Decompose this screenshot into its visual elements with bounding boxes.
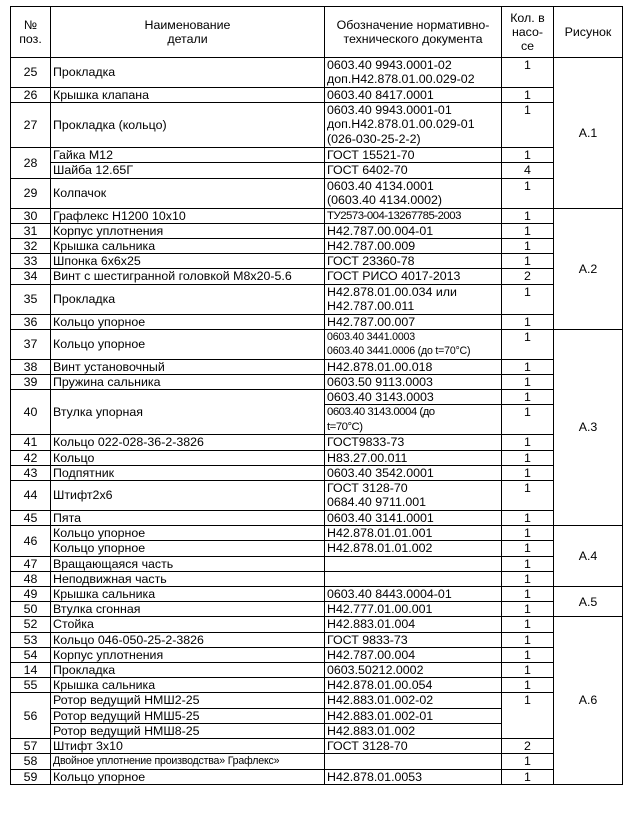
position-cell: 52 (11, 617, 51, 632)
part-name-cell: Шайба 12.65Г (51, 163, 325, 178)
document-cell: ГОСТ РИСО 4017-2013 (325, 269, 502, 284)
quantity-cell: 1 (502, 526, 554, 541)
document-cell: ГОСТ 9833-73 (325, 632, 502, 647)
table-row (11, 465, 623, 480)
quantity-cell: 1 (502, 208, 554, 223)
document-cell: 0603.40 3141.0001 (325, 511, 502, 526)
part-name-cell: Штифт2х6 (51, 481, 325, 511)
document-cell: 0603.40 3441.0003 0603.40 3441.0006 (до t=70°С) (325, 329, 502, 359)
part-name-cell: Кольцо упорное (51, 329, 325, 359)
part-name-cell: Гайка М12 (51, 148, 325, 163)
figure-cell: А.6 (554, 617, 623, 784)
document-cell: Н42.883.01.004 (325, 617, 502, 632)
table-header-row (11, 7, 623, 58)
table-row (11, 678, 623, 693)
document-cell: ГОСТ 3128-70 (325, 739, 502, 754)
figure-cell: А.1 (554, 58, 623, 209)
part-name-cell: Пята (51, 511, 325, 526)
quantity-cell: 1 (502, 769, 554, 784)
position-cell: 38 (11, 359, 51, 374)
position-cell: 50 (11, 602, 51, 617)
parts-table (10, 6, 623, 785)
quantity-cell: 1 (502, 329, 554, 359)
part-name-cell: Крышка сальника (51, 239, 325, 254)
part-name-cell: Крышка клапана (51, 88, 325, 103)
document-cell: Н42.883.01.002 (325, 723, 502, 738)
part-name-cell: Кольцо упорное (51, 769, 325, 784)
table-row (11, 254, 623, 269)
table-row (11, 208, 623, 223)
document-cell: Н42.878.01.00.018 (325, 359, 502, 374)
document-cell: 0603.40 9943.0001-02 доп.Н42.878.01.00.029-02 (325, 58, 502, 88)
table-row (11, 511, 623, 526)
table-row (11, 148, 623, 163)
part-name-cell: Крышка сальника (51, 678, 325, 693)
table-row (11, 58, 623, 88)
table-row (11, 359, 623, 374)
quantity-cell: 1 (502, 284, 554, 314)
position-cell: 59 (11, 769, 51, 784)
table-row (11, 481, 623, 511)
figure-cell: А.4 (554, 526, 623, 587)
quantity-cell: 1 (502, 435, 554, 450)
position-cell: 14 (11, 663, 51, 678)
quantity-cell: 1 (502, 602, 554, 617)
part-name-cell: Стойка (51, 617, 325, 632)
position-cell: 30 (11, 208, 51, 223)
part-name-cell: Прокладка (кольцо) (51, 103, 325, 148)
part-name-cell: Подпятник (51, 465, 325, 480)
part-name-cell: Втулка сгонная (51, 602, 325, 617)
figure-cell: А.2 (554, 208, 623, 329)
quantity-cell: 1 (502, 239, 554, 254)
document-cell: 0603.40 8443.0004-01 (325, 587, 502, 602)
part-name-cell: Кольцо 046-050-25-2-3826 (51, 632, 325, 647)
header-position: № поз. (11, 7, 51, 58)
table-row (11, 541, 623, 556)
document-cell: Н42.777.01.00.001 (325, 602, 502, 617)
header-document: Обозначение нормативно- технического документа (325, 7, 502, 58)
table-row (11, 647, 623, 662)
document-cell: ГОСТ 3128-70 0684.40 9711.001 (325, 481, 502, 511)
part-name-cell: Втулка упорная (51, 390, 325, 435)
table-row (11, 739, 623, 754)
parts-table-wrapper (10, 6, 623, 785)
quantity-cell: 1 (502, 88, 554, 103)
quantity-cell: 1 (502, 465, 554, 480)
quantity-cell: 4 (502, 163, 554, 178)
header-figure: Рисунок (554, 7, 623, 58)
position-cell: 40 (11, 390, 51, 435)
figure-cell: А.3 (554, 329, 623, 525)
quantity-cell: 1 (502, 647, 554, 662)
table-row (11, 88, 623, 103)
part-name-cell: Колпачок (51, 178, 325, 208)
part-name-cell: Пружина сальника (51, 375, 325, 390)
document-cell: 0603.40 8417.0001 (325, 88, 502, 103)
quantity-cell: 1 (502, 663, 554, 678)
quantity-cell: 1 (502, 632, 554, 647)
quantity-cell: 1 (502, 481, 554, 511)
part-name-cell: Неподвижная часть (51, 571, 325, 586)
part-name-cell: Корпус уплотнения (51, 223, 325, 238)
table-row (11, 693, 623, 708)
quantity-cell: 1 (502, 178, 554, 208)
table-row (11, 314, 623, 329)
table-row (11, 163, 623, 178)
table-row (11, 375, 623, 390)
position-cell: 46 (11, 526, 51, 556)
document-cell: 0603.50 9113.0003 (325, 375, 502, 390)
part-name-cell: Винт с шестигранной головкой М8х20-5.6 (51, 269, 325, 284)
quantity-cell: 1 (502, 314, 554, 329)
position-cell: 37 (11, 329, 51, 359)
quantity-cell: 1 (502, 103, 554, 148)
position-cell: 56 (11, 693, 51, 739)
table-row (11, 284, 623, 314)
position-cell: 45 (11, 511, 51, 526)
table-row (11, 571, 623, 586)
quantity-cell: 1 (502, 541, 554, 556)
table-row (11, 617, 623, 632)
figure-cell: А.5 (554, 587, 623, 617)
position-cell: 27 (11, 103, 51, 148)
table-row (11, 663, 623, 678)
document-cell: Н42.787.00.004-01 (325, 223, 502, 238)
quantity-cell: 2 (502, 269, 554, 284)
position-cell: 54 (11, 647, 51, 662)
table-row (11, 435, 623, 450)
position-cell: 41 (11, 435, 51, 450)
part-name-cell: Кольцо упорное (51, 541, 325, 556)
quantity-cell: 1 (502, 254, 554, 269)
part-name-cell: Кольцо упорное (51, 526, 325, 541)
quantity-cell: 1 (502, 693, 554, 739)
table-row (11, 239, 623, 254)
document-cell (325, 556, 502, 571)
position-cell: 43 (11, 465, 51, 480)
part-name-cell: Кольцо упорное (51, 314, 325, 329)
quantity-cell: 1 (502, 390, 554, 405)
quantity-cell: 1 (502, 405, 554, 435)
document-cell: ГОСТ 6402-70 (325, 163, 502, 178)
document-cell: ГОСТ 23360-78 (325, 254, 502, 269)
table-row (11, 329, 623, 359)
table-row (11, 450, 623, 465)
document-cell: Н42.878.01.0053 (325, 769, 502, 784)
part-name-cell: Винт установочный (51, 359, 325, 374)
part-name-cell: Ротор ведущий НМШ2-25 (51, 693, 325, 708)
document-cell: 0603.40 9943.0001-01 доп.Н42.878.01.00.029-01 (026-030-25-2-2) (325, 103, 502, 148)
table-row (11, 556, 623, 571)
part-name-cell: Кольцо (51, 450, 325, 465)
document-cell: ГОСТ9833-73 (325, 435, 502, 450)
position-cell: 29 (11, 178, 51, 208)
document-cell: Н42.878.01.01.001 (325, 526, 502, 541)
position-cell: 44 (11, 481, 51, 511)
quantity-cell: 2 (502, 739, 554, 754)
part-name-cell: Прокладка (51, 58, 325, 88)
table-row (11, 526, 623, 541)
position-cell: 32 (11, 239, 51, 254)
table-row (11, 587, 623, 602)
document-cell: Н42.878.01.00.054 (325, 678, 502, 693)
table-row (11, 769, 623, 784)
table-row (11, 602, 623, 617)
part-name-cell: Вращающаяся часть (51, 556, 325, 571)
table-row (11, 223, 623, 238)
part-name-cell: Крышка сальника (51, 587, 325, 602)
document-cell: Н42.787.00.004 (325, 647, 502, 662)
quantity-cell: 1 (502, 571, 554, 586)
position-cell: 58 (11, 754, 51, 769)
position-cell: 48 (11, 571, 51, 586)
document-cell: 0603.40 3143.0003 (325, 390, 502, 405)
quantity-cell: 1 (502, 617, 554, 632)
position-cell: 49 (11, 587, 51, 602)
table-row (11, 754, 623, 769)
quantity-cell: 1 (502, 678, 554, 693)
part-name-cell: Прокладка (51, 284, 325, 314)
position-cell: 28 (11, 148, 51, 178)
part-name-cell: Двойное уплотнение производства» Графлекс» (51, 754, 325, 769)
table-row (11, 632, 623, 647)
document-cell: Н42.878.01.00.034 или Н42.787.00.011 (325, 284, 502, 314)
position-cell: 31 (11, 223, 51, 238)
document-cell: ТУ2573-004-13267785-2003 (325, 208, 502, 223)
quantity-cell: 1 (502, 556, 554, 571)
position-cell: 36 (11, 314, 51, 329)
part-name-cell: Ротор ведущий НМШ5-25 (51, 708, 325, 723)
document-cell (325, 754, 502, 769)
part-name-cell: Ротор ведущий НМШ8-25 (51, 723, 325, 738)
header-quantity: Кол. в насо- се (502, 7, 554, 58)
document-cell: Н83.27.00.011 (325, 450, 502, 465)
position-cell: 57 (11, 739, 51, 754)
document-cell: 0603.40 3143.0004 (до t=70°С) (325, 405, 502, 435)
part-name-cell: Шпонка 6х6х25 (51, 254, 325, 269)
position-cell: 35 (11, 284, 51, 314)
position-cell: 47 (11, 556, 51, 571)
document-cell: Н42.787.00.007 (325, 314, 502, 329)
document-cell: Н42.883.01.002-01 (325, 708, 502, 723)
quantity-cell: 1 (502, 359, 554, 374)
quantity-cell: 1 (502, 511, 554, 526)
part-name-cell: Штифт 3х10 (51, 739, 325, 754)
quantity-cell: 1 (502, 58, 554, 88)
header-part-name: Наименование детали (51, 7, 325, 58)
position-cell: 55 (11, 678, 51, 693)
table-row (11, 269, 623, 284)
quantity-cell: 1 (502, 148, 554, 163)
document-cell: Н42.878.01.01.002 (325, 541, 502, 556)
quantity-cell: 1 (502, 754, 554, 769)
part-name-cell: Корпус уплотнения (51, 647, 325, 662)
quantity-cell: 1 (502, 587, 554, 602)
position-cell: 25 (11, 58, 51, 88)
position-cell: 53 (11, 632, 51, 647)
part-name-cell: Кольцо 022-028-36-2-3826 (51, 435, 325, 450)
position-cell: 26 (11, 88, 51, 103)
document-cell: 0603.50212.0002 (325, 663, 502, 678)
document-cell: 0603.40 3542.0001 (325, 465, 502, 480)
document-cell: 0603.40 4134.0001 (0603.40 4134.0002) (325, 178, 502, 208)
part-name-cell: Прокладка (51, 663, 325, 678)
document-cell: Н42.787.00.009 (325, 239, 502, 254)
quantity-cell: 1 (502, 223, 554, 238)
position-cell: 42 (11, 450, 51, 465)
part-name-cell: Графлекс Н1200 10х10 (51, 208, 325, 223)
position-cell: 33 (11, 254, 51, 269)
table-row (11, 178, 623, 208)
position-cell: 34 (11, 269, 51, 284)
document-cell (325, 571, 502, 586)
position-cell: 39 (11, 375, 51, 390)
table-row (11, 103, 623, 148)
document-cell: Н42.883.01.002-02 (325, 693, 502, 708)
document-cell: ГОСТ 15521-70 (325, 148, 502, 163)
table-row (11, 390, 623, 405)
quantity-cell: 1 (502, 450, 554, 465)
quantity-cell: 1 (502, 375, 554, 390)
